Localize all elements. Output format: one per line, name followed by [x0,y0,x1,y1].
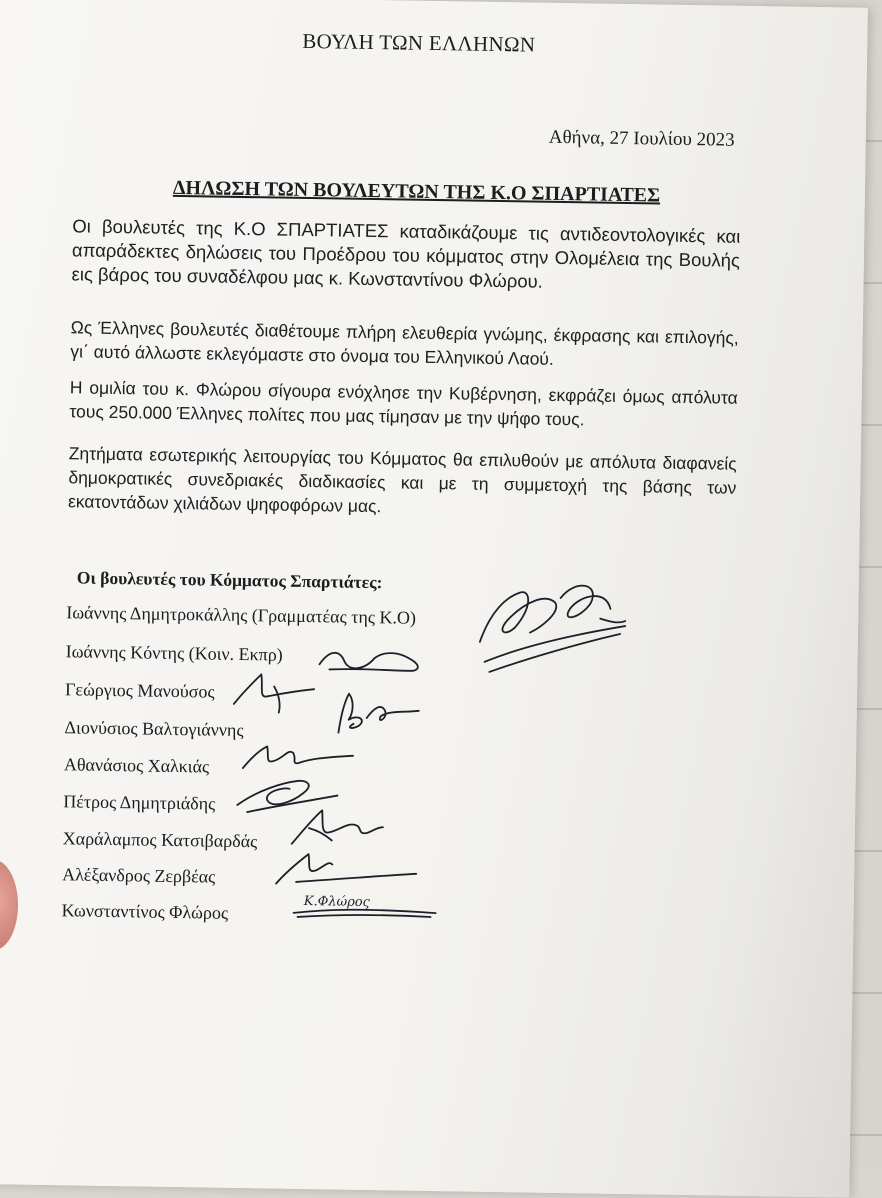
signature-floros-text: Κ.Φλώρος [303,894,370,911]
signer-name: Αλέξανδρος Ζερβέας [62,864,216,887]
paragraph-1: Οι βουλευτές της Κ.Ο ΣΠΑΡΤΙΑΤΕΣ καταδικάζουμε τις αντιδεοντολογικές και απαράδεκτες δηλώσεις του Προέδρου του κόμματος στην Ολομέλεια της Βουλής εις βάρος του συναδέλφου μας κ. Κωνσταντίνου Φλώρου. [71,215,741,292]
paragraph-4: Ζητήματα εσωτερικής λειτουργίας του Κόμματος θα επιλυθούν με απόλυτα διαφανείς δημοκρατικές συνεδριακές διαδικασίες και με τη συμμετοχή της βάσης των εκατοντάδων χιλιάδων ψηφοφόρων μας. [67,443,737,517]
signature-valtogiannis [318,687,429,744]
document-title: ΔΗΛΩΣΗ ΤΩΝ ΒΟΥΛΕΥΤΩΝ ΤΗΣ Κ.Ο ΣΠΑΡΤΙΑΤΕΣ [172,176,661,207]
signer-name: Χαράλαμπος Κατσιβαρδάς [62,828,258,852]
signature-floros [285,887,446,930]
signer-name: Ιωάννης Κόντης (Κοιν. Εκπρ) [65,641,283,665]
signer-name: Ιωάννης Δημητροκάλλης (Γραμματέας της Κ.Ο) [66,602,417,628]
signers-heading: Οι βουλευτές του Κόμματος Σπαρτιάτες: [76,567,383,593]
signer-name: Διονύσιος Βαλτογιάννης [64,717,244,741]
signer-name: Κωνσταντίνος Φλώρος [61,900,229,923]
signer-name: Αθανάσιος Χαλκιάς [63,754,210,777]
paragraph-2: Ως Έλληνες βουλευτές διαθέτουμε πλήρη ελευθερία γνώμης, έκφρασης και επιλογής, γι΄ αυτό άλλωστε εκλεγόμαστε στο όνομα του Ελληνικού Λαού. [70,317,739,369]
signature-dimitrokallis [459,571,641,684]
paragraph-3: Η ομιλία του κ. Φλώρου σίγουρα ενόχλησε την Κυβέρνηση, εκφράζει όμως απόλυτα τους 250.000 Έλληνες πολίτες που μας τίμησαν με την ψήφο τους. [69,377,738,430]
document-date: Αθήνα, 27 Ιουλίου 2023 [548,126,735,151]
document-header: ΒΟΥΛΗ ΤΩΝ ΕΛΛΗΝΩΝ [302,28,536,57]
signer-name: Πέτρος Δημητριάδης [63,791,216,814]
signer-name: Γεώργιος Μανούσος [64,679,215,702]
signature-manousos [219,666,330,718]
